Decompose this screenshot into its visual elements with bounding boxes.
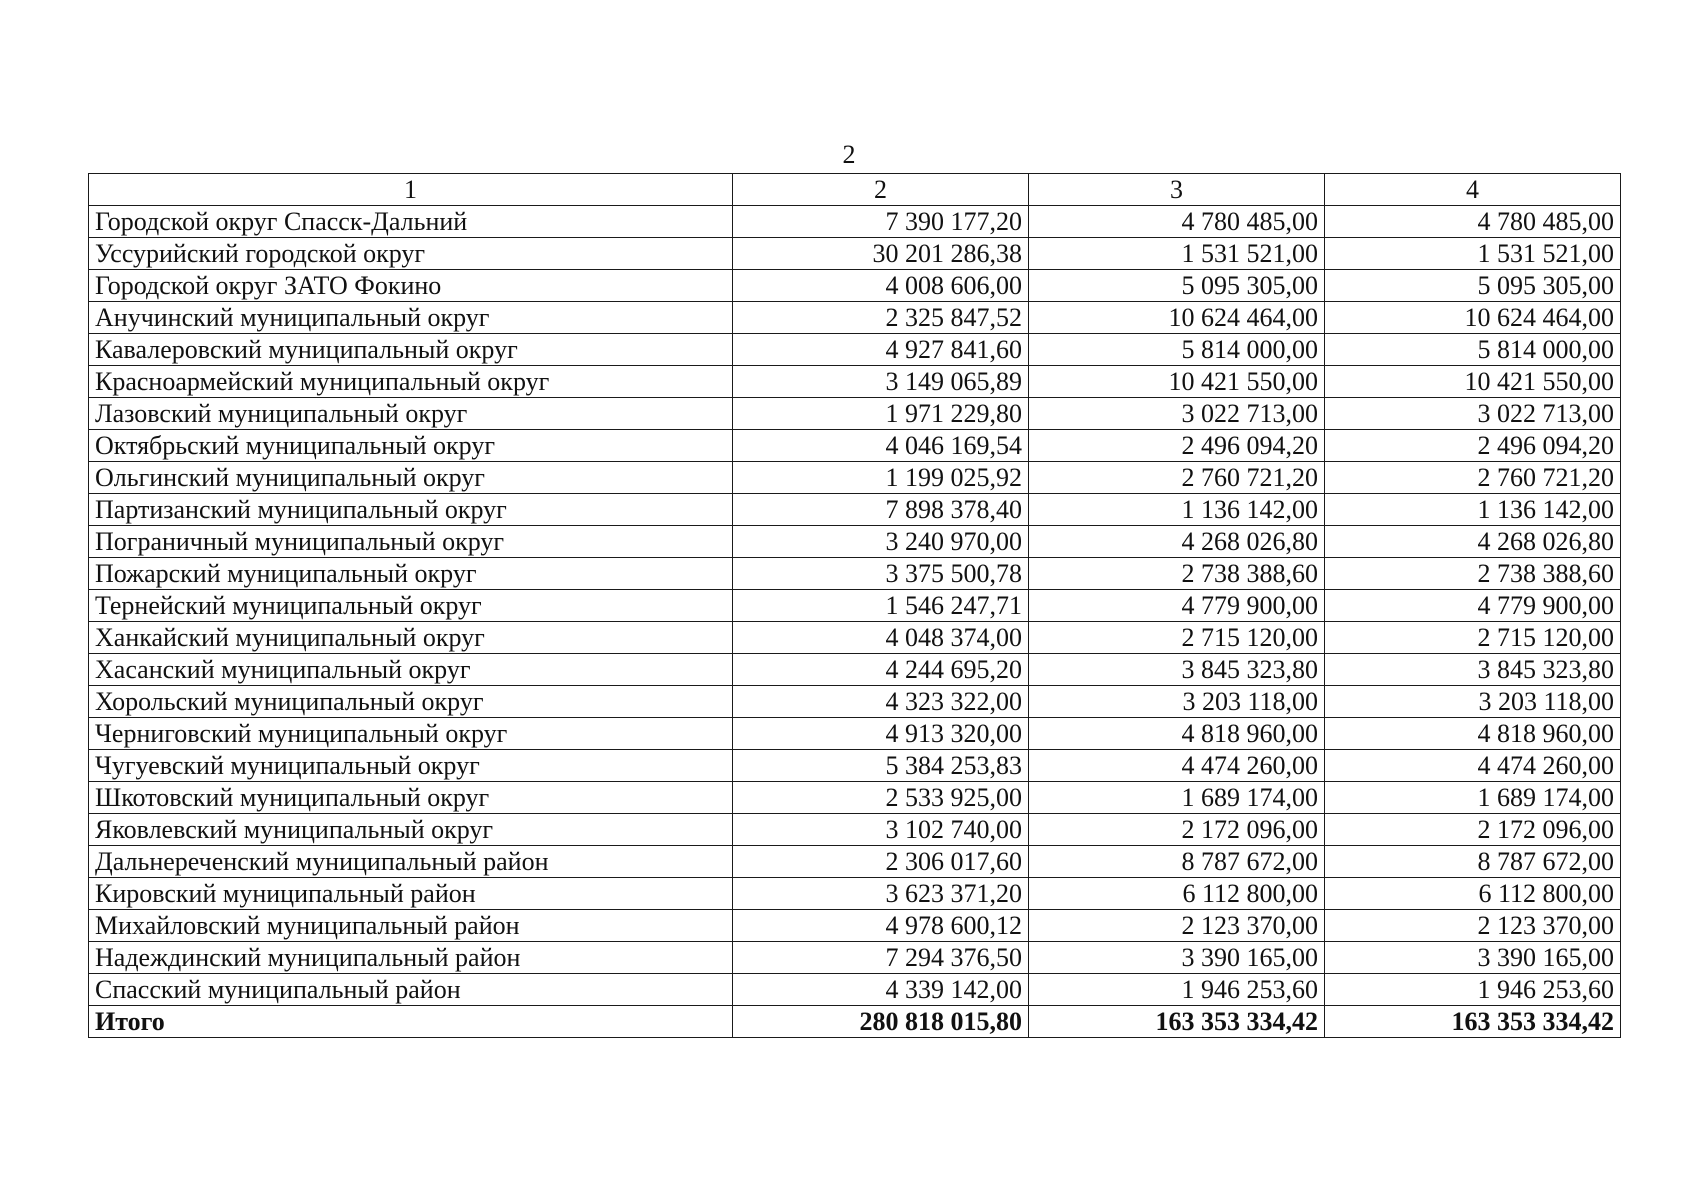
column-2-value-cell: 3 102 740,00	[733, 814, 1029, 846]
total-column-2-cell: 280 818 015,80	[733, 1006, 1029, 1038]
table-row	[89, 782, 1621, 814]
municipality-name-cell: Ханкайский муниципальный округ	[89, 622, 733, 654]
column-2-value-cell: 7 898 378,40	[733, 494, 1029, 526]
column-2-value-cell: 2 533 925,00	[733, 782, 1029, 814]
table-row	[89, 750, 1621, 782]
municipality-name-cell: Тернейский муниципальный округ	[89, 590, 733, 622]
table-row	[89, 654, 1621, 686]
column-2-value-cell: 3 375 500,78	[733, 558, 1029, 590]
table-row	[89, 334, 1621, 366]
column-4-value-cell: 4 474 260,00	[1325, 750, 1621, 782]
column-2-value-cell: 5 384 253,83	[733, 750, 1029, 782]
column-4-value-cell: 4 780 485,00	[1325, 206, 1621, 238]
column-2-value-cell: 7 294 376,50	[733, 942, 1029, 974]
column-2-value-cell: 3 623 371,20	[733, 878, 1029, 910]
table-row	[89, 462, 1621, 494]
column-4-value-cell: 3 390 165,00	[1325, 942, 1621, 974]
column-4-value-cell: 8 787 672,00	[1325, 846, 1621, 878]
column-3-value-cell: 10 421 550,00	[1029, 366, 1325, 398]
column-number-row	[89, 174, 1621, 206]
column-2-value-cell: 4 978 600,12	[733, 910, 1029, 942]
column-3-value-cell: 5 814 000,00	[1029, 334, 1325, 366]
table-row	[89, 718, 1621, 750]
column-4-value-cell: 1 946 253,60	[1325, 974, 1621, 1006]
column-2-value-cell: 4 244 695,20	[733, 654, 1029, 686]
column-2-value-cell: 3 240 970,00	[733, 526, 1029, 558]
column-number-1: 1	[89, 174, 733, 206]
municipality-name-cell: Спасский муниципальный район	[89, 974, 733, 1006]
municipality-name-cell: Городской округ ЗАТО Фокино	[89, 270, 733, 302]
column-3-value-cell: 3 022 713,00	[1029, 398, 1325, 430]
column-3-value-cell: 4 818 960,00	[1029, 718, 1325, 750]
column-2-value-cell: 4 008 606,00	[733, 270, 1029, 302]
municipality-name-cell: Кавалеровский муниципальный округ	[89, 334, 733, 366]
column-4-value-cell: 1 531 521,00	[1325, 238, 1621, 270]
total-label-cell: Итого	[89, 1006, 733, 1038]
column-2-value-cell: 1 546 247,71	[733, 590, 1029, 622]
municipality-name-cell: Хорольский муниципальный округ	[89, 686, 733, 718]
table-row	[89, 814, 1621, 846]
column-4-value-cell: 5 095 305,00	[1325, 270, 1621, 302]
column-3-value-cell: 2 738 388,60	[1029, 558, 1325, 590]
municipality-name-cell: Красноармейский муниципальный округ	[89, 366, 733, 398]
column-2-value-cell: 4 048 374,00	[733, 622, 1029, 654]
municipality-name-cell: Анучинский муниципальный округ	[89, 302, 733, 334]
table-row	[89, 846, 1621, 878]
municipality-name-cell: Черниговский муниципальный округ	[89, 718, 733, 750]
column-3-value-cell: 1 531 521,00	[1029, 238, 1325, 270]
column-4-value-cell: 3 845 323,80	[1325, 654, 1621, 686]
table-row	[89, 942, 1621, 974]
column-2-value-cell: 1 971 229,80	[733, 398, 1029, 430]
column-number-3: 3	[1029, 174, 1325, 206]
municipality-name-cell: Уссурийский городской округ	[89, 238, 733, 270]
municipality-name-cell: Хасанский муниципальный округ	[89, 654, 733, 686]
column-3-value-cell: 2 123 370,00	[1029, 910, 1325, 942]
column-4-value-cell: 1 689 174,00	[1325, 782, 1621, 814]
column-3-value-cell: 4 780 485,00	[1029, 206, 1325, 238]
column-4-value-cell: 2 123 370,00	[1325, 910, 1621, 942]
municipality-name-cell: Кировский муниципальный район	[89, 878, 733, 910]
column-3-value-cell: 1 136 142,00	[1029, 494, 1325, 526]
table-row	[89, 590, 1621, 622]
column-4-value-cell: 5 814 000,00	[1325, 334, 1621, 366]
column-3-value-cell: 2 715 120,00	[1029, 622, 1325, 654]
column-4-value-cell: 10 421 550,00	[1325, 366, 1621, 398]
municipality-name-cell: Городской округ Спасск-Дальний	[89, 206, 733, 238]
municipality-name-cell: Яковлевский муниципальный округ	[89, 814, 733, 846]
municipality-name-cell: Дальнереченский муниципальный район	[89, 846, 733, 878]
column-2-value-cell: 30 201 286,38	[733, 238, 1029, 270]
column-4-value-cell: 2 760 721,20	[1325, 462, 1621, 494]
column-3-value-cell: 2 760 721,20	[1029, 462, 1325, 494]
table-row	[89, 206, 1621, 238]
column-3-value-cell: 10 624 464,00	[1029, 302, 1325, 334]
municipality-name-cell: Пожарский муниципальный округ	[89, 558, 733, 590]
column-3-value-cell: 1 946 253,60	[1029, 974, 1325, 1006]
table-row	[89, 686, 1621, 718]
column-4-value-cell: 4 818 960,00	[1325, 718, 1621, 750]
table-body	[89, 174, 1621, 1038]
column-number-4: 4	[1325, 174, 1621, 206]
column-4-value-cell: 3 203 118,00	[1325, 686, 1621, 718]
column-2-value-cell: 1 199 025,92	[733, 462, 1029, 494]
municipality-name-cell: Чугуевский муниципальный округ	[89, 750, 733, 782]
municipality-name-cell: Шкотовский муниципальный округ	[89, 782, 733, 814]
total-column-3-cell: 163 353 334,42	[1029, 1006, 1325, 1038]
column-2-value-cell: 4 913 320,00	[733, 718, 1029, 750]
column-3-value-cell: 5 095 305,00	[1029, 270, 1325, 302]
column-2-value-cell: 7 390 177,20	[733, 206, 1029, 238]
table-row	[89, 302, 1621, 334]
table-row	[89, 494, 1621, 526]
table-row	[89, 558, 1621, 590]
table-row	[89, 238, 1621, 270]
municipality-name-cell: Октябрьский муниципальный округ	[89, 430, 733, 462]
table-row	[89, 366, 1621, 398]
total-column-4-cell: 163 353 334,42	[1325, 1006, 1621, 1038]
column-3-value-cell: 1 689 174,00	[1029, 782, 1325, 814]
column-4-value-cell: 1 136 142,00	[1325, 494, 1621, 526]
table-row	[89, 430, 1621, 462]
table-row	[89, 974, 1621, 1006]
column-4-value-cell: 3 022 713,00	[1325, 398, 1621, 430]
column-2-value-cell: 4 046 169,54	[733, 430, 1029, 462]
column-3-value-cell: 8 787 672,00	[1029, 846, 1325, 878]
column-2-value-cell: 4 323 322,00	[733, 686, 1029, 718]
municipality-name-cell: Надеждинский муниципальный район	[89, 942, 733, 974]
table-row	[89, 910, 1621, 942]
column-2-value-cell: 3 149 065,89	[733, 366, 1029, 398]
column-3-value-cell: 6 112 800,00	[1029, 878, 1325, 910]
column-2-value-cell: 4 339 142,00	[733, 974, 1029, 1006]
column-3-value-cell: 4 779 900,00	[1029, 590, 1325, 622]
column-4-value-cell: 4 268 026,80	[1325, 526, 1621, 558]
table-row	[89, 878, 1621, 910]
municipality-name-cell: Михайловский муниципальный район	[89, 910, 733, 942]
total-row	[89, 1006, 1621, 1038]
column-3-value-cell: 4 268 026,80	[1029, 526, 1325, 558]
column-4-value-cell: 6 112 800,00	[1325, 878, 1621, 910]
data-table	[88, 173, 1621, 1038]
table-row	[89, 398, 1621, 430]
column-4-value-cell: 2 172 096,00	[1325, 814, 1621, 846]
column-3-value-cell: 3 390 165,00	[1029, 942, 1325, 974]
column-2-value-cell: 2 306 017,60	[733, 846, 1029, 878]
column-4-value-cell: 2 496 094,20	[1325, 430, 1621, 462]
column-3-value-cell: 2 172 096,00	[1029, 814, 1325, 846]
table-row	[89, 270, 1621, 302]
page-number: 2	[842, 140, 856, 169]
column-number-2: 2	[733, 174, 1029, 206]
column-4-value-cell: 2 738 388,60	[1325, 558, 1621, 590]
column-3-value-cell: 2 496 094,20	[1029, 430, 1325, 462]
column-4-value-cell: 4 779 900,00	[1325, 590, 1621, 622]
column-3-value-cell: 4 474 260,00	[1029, 750, 1325, 782]
table-row	[89, 526, 1621, 558]
column-2-value-cell: 2 325 847,52	[733, 302, 1029, 334]
column-4-value-cell: 10 624 464,00	[1325, 302, 1621, 334]
column-4-value-cell: 2 715 120,00	[1325, 622, 1621, 654]
municipality-name-cell: Ольгинский муниципальный округ	[89, 462, 733, 494]
column-3-value-cell: 3 845 323,80	[1029, 654, 1325, 686]
table-row	[89, 622, 1621, 654]
municipality-name-cell: Партизанский муниципальный округ	[89, 494, 733, 526]
municipality-name-cell: Пограничный муниципальный округ	[89, 526, 733, 558]
column-3-value-cell: 3 203 118,00	[1029, 686, 1325, 718]
municipality-name-cell: Лазовский муниципальный округ	[89, 398, 733, 430]
column-2-value-cell: 4 927 841,60	[733, 334, 1029, 366]
